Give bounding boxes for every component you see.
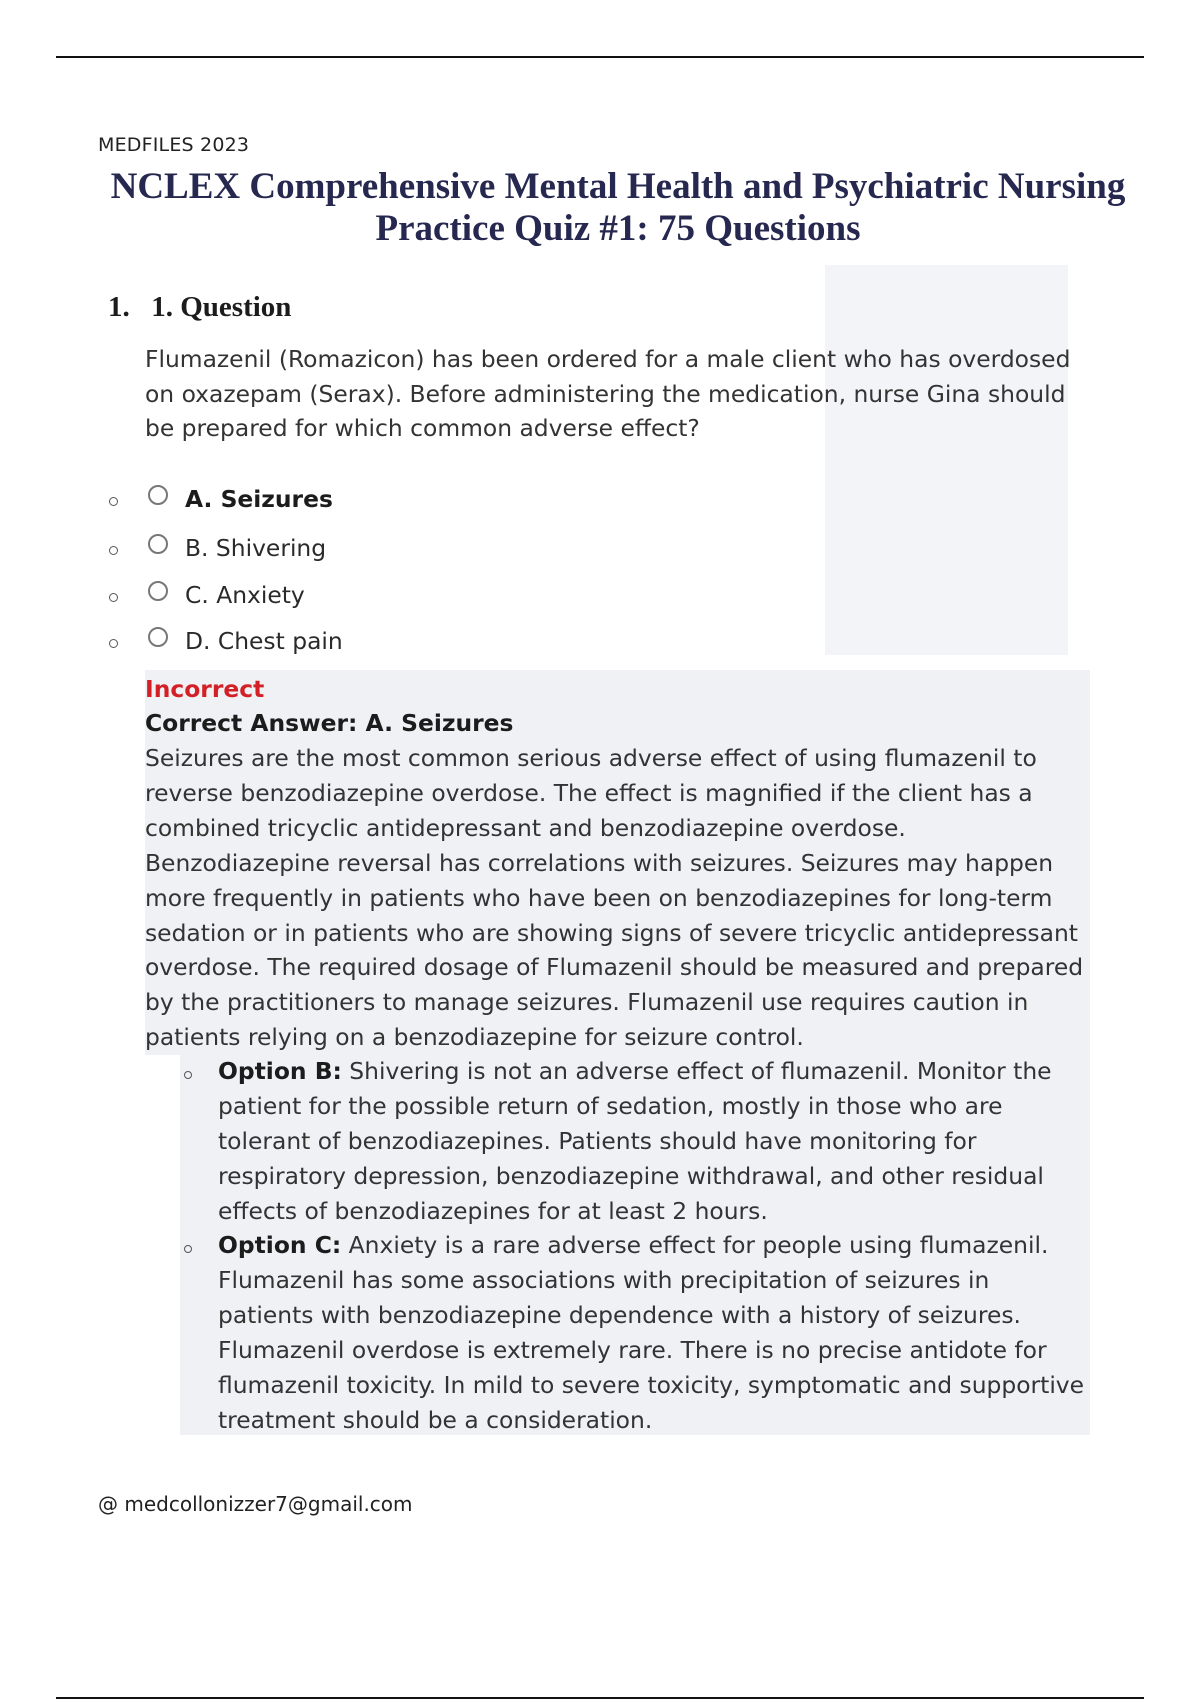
option-c-paragraph: [218, 1228, 1090, 1437]
list-bullet-icon: [109, 593, 118, 602]
option-b-text: Shivering is not an adverse effect of flumazenil. Monitor the patient for the possible return of sedation, mostly in those who are tolerant of benzodiazepines. Patients should have monitoring for respiratory depression, benzodiazepine withdrawal, and other residual effects of benzodiazepines for at least 2 hours.: [218, 1057, 1052, 1225]
header-label: MEDFILES 2023: [98, 134, 250, 156]
choice-label: A. Seizures: [185, 485, 333, 513]
choice-b[interactable]: [104, 531, 904, 571]
explanation-text: Seizures are the most common serious adverse effect of using flumazenil to reverse benzodiazepine overdose. The effect is magnified if the client has a combined tricyclic antidepressant and benzodiazepine overdose. Benzodiazepine reversal has correlations with seizures. Seizures may happen more frequently in patients who have been on benzodiazepines for long-term sedation or in patients who are showing signs of severe tricyclic antidepressant overdose. The required dosage of Flumazenil should be measured and prepared by the practitioners to manage seizures. Flumazenil use requires caution in patients relying on a benzodiazepine for seizure control.: [145, 744, 1084, 1052]
correct-answer: Correct Answer: A. Seizures: [145, 709, 514, 737]
choice-a[interactable]: [104, 482, 904, 522]
list-bullet-icon: [109, 546, 118, 555]
choice-c[interactable]: [104, 578, 904, 618]
choice-label: D. Chest pain: [185, 627, 343, 655]
radio-button-icon[interactable]: [148, 581, 168, 601]
result-status: Incorrect: [145, 675, 265, 703]
list-bullet-icon: [109, 639, 118, 648]
choice-d[interactable]: [104, 624, 904, 664]
bottom-divider: [56, 1697, 1144, 1699]
top-divider: [56, 56, 1144, 58]
radio-button-icon[interactable]: [148, 485, 168, 505]
option-b-label: Option B:: [218, 1057, 342, 1085]
list-bullet-icon: [184, 1245, 192, 1253]
question-heading: [108, 290, 291, 324]
radio-button-icon[interactable]: [148, 627, 168, 647]
footer-email: @ medcollonizzer7@gmail.com: [98, 1492, 413, 1516]
document-title: NCLEX Comprehensive Mental Health and Psychiatric Nursing Practice Quiz #1: 75 Questions: [110, 166, 1126, 249]
choice-label: B. Shivering: [185, 534, 327, 562]
choice-label: C. Anxiety: [185, 581, 305, 609]
radio-button-icon[interactable]: [148, 534, 168, 554]
question-list-number: 1.: [108, 291, 130, 323]
option-b-paragraph: [218, 1054, 1090, 1229]
option-c-text: Anxiety is a rare adverse effect for people using flumazenil. Flumazenil has some associations with precipitation of seizures in patients with benzodiazepine dependence with a history of seizures. Flumazenil overdose is extremely rare. There is no precise antidote for flumazenil toxicity. In mild to severe toxicity, symptomatic and supportive treatment should be a consideration.: [218, 1231, 1085, 1434]
feedback-indent: [145, 1055, 180, 1435]
question-text: Flumazenil (Romazicon) has been ordered for a male client who has overdosed on oxazepam (Serax). Before administering the medication, nurse Gina should be prepared for which common adverse effect?: [145, 345, 1071, 442]
question-heading-text: 1. Question: [151, 291, 292, 323]
option-b-rationale: [180, 1054, 1090, 1229]
list-bullet-icon: [184, 1071, 192, 1079]
option-c-label: Option C:: [218, 1231, 342, 1259]
option-c-rationale: [180, 1228, 1090, 1437]
list-bullet-icon: [109, 497, 118, 506]
